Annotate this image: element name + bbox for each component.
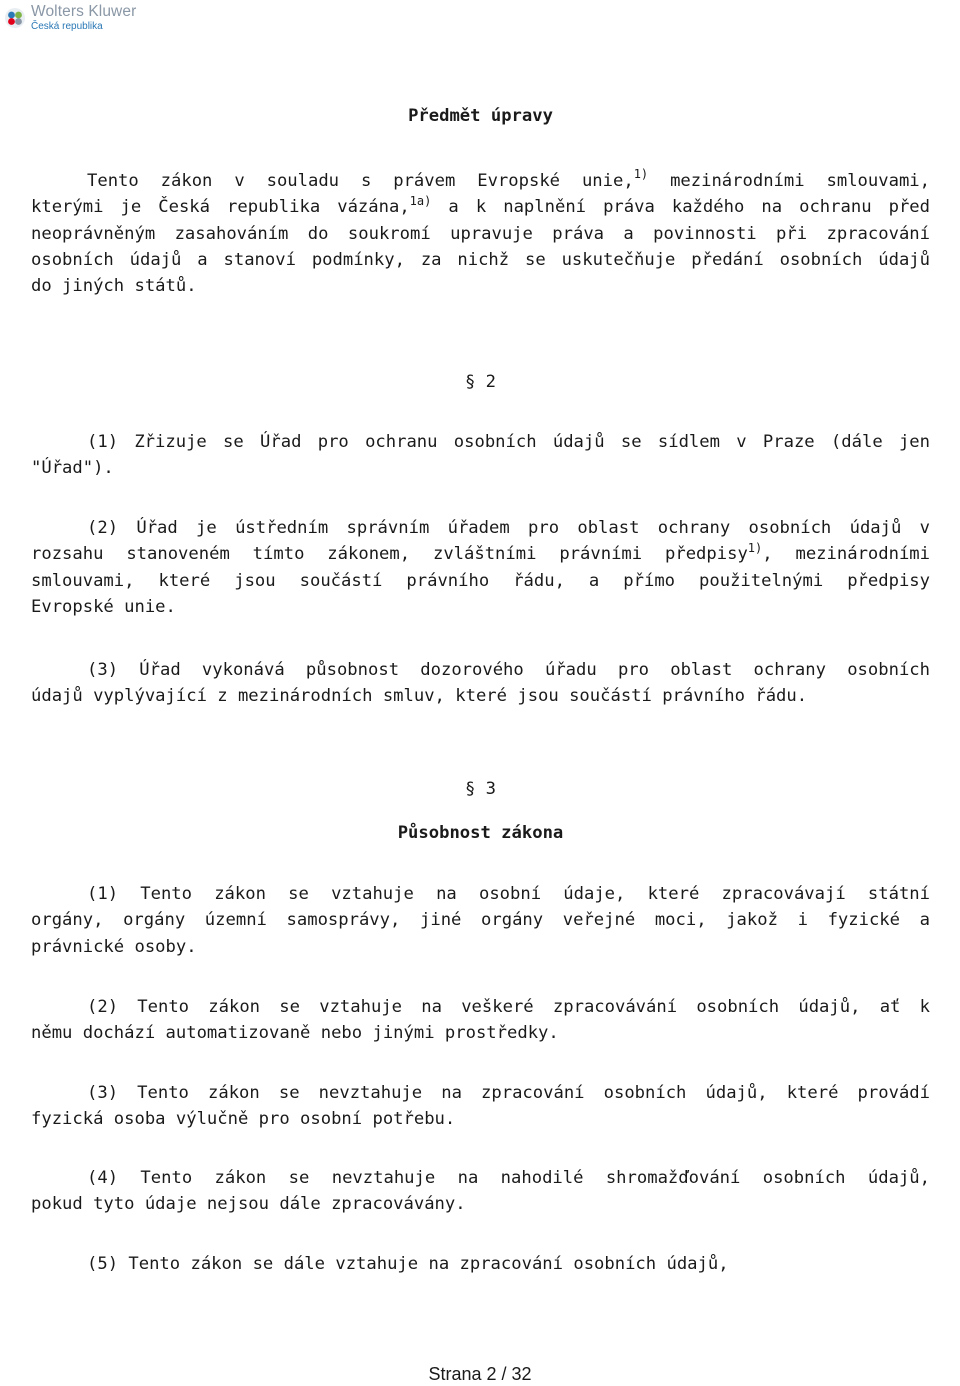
footnote-ref[interactable]: 1a): [409, 193, 432, 208]
text-line: Evropské unie.: [31, 596, 176, 617]
paragraph-2-3: [31, 657, 930, 710]
paragraph-3-3: [31, 1080, 930, 1133]
section-heading-pusobnost: Působnost zákona: [397, 823, 564, 843]
text-line: osobních údajů a stanoví podmínky, za nichž se uskutečňuje předání osobních údajů: [31, 249, 930, 270]
logo-brand-text: Wolters Kluwer: [31, 3, 137, 20]
section-mark-2: § 2: [464, 372, 497, 392]
section-heading-predmet: Předmět úpravy: [408, 106, 553, 126]
publisher-logo: [4, 4, 136, 32]
text-line: rozsahu stanoveném tímto zákonem, zvláštními právními předpisy$^{1)}$, mezinárodními: [31, 540, 931, 565]
page-number: Strana 2 / 32: [428, 1364, 532, 1384]
text-line: smlouvami, které jsou součástí právního řádu, a přímo použitelnými předpisy: [31, 570, 930, 591]
text-line: (2) Tento zákon se vztahuje na veškeré zpracovávání osobních údajů, ať k: [87, 997, 930, 1017]
text-line: fyzická osoba výlučně pro osobní potřebu.: [31, 1109, 456, 1130]
text-line: Tento zákon v souladu s právem Evropské unie,$^{1)}$ mezinárodními smlouvami,: [87, 167, 930, 191]
text-line: němu dochází automatizovaně nebo jinými prostředky.: [31, 1023, 559, 1044]
paragraph-2-2: [31, 515, 930, 620]
intro-paragraph: [31, 168, 930, 299]
text-line: neoprávněným zasahováním do soukromí upravuje práva a povinnosti při zpracování: [31, 223, 930, 244]
text-line: "Úřad").: [31, 458, 114, 479]
text-line: (1) Zřizuje se Úřad pro ochranu osobních údajů se sídlem v Praze (dále jen: [87, 432, 930, 452]
footnote-ref[interactable]: 1): [747, 540, 763, 555]
text-line: kterými je Česká republika vázána,$^{1a)}$ a k naplnění práva každého na ochranu před: [31, 193, 930, 218]
text-line: (2) Úřad je ústředním správním úřadem pro oblast ochrany osobních údajů v: [87, 518, 930, 538]
text-line: právnické osoby.: [31, 936, 197, 957]
text-line: (4) Tento zákon se nevztahuje na nahodilé shromažďování osobních údajů,: [87, 1168, 930, 1188]
text-line: (5) Tento zákon se dále vztahuje na zpracování osobních údajů,: [87, 1254, 729, 1274]
wolters-kluwer-logo-icon: [4, 7, 26, 29]
text-line: (3) Tento zákon se nevztahuje na zpracování osobních údajů, které provádí: [87, 1083, 930, 1103]
logo-subbrand-text: Česká republika: [31, 20, 103, 32]
section-mark-3: § 3: [464, 779, 497, 799]
paragraph-3-2: [31, 994, 930, 1047]
text-line: (1) Tento zákon se vztahuje na osobní údaje, které zpracovávají státní: [87, 884, 930, 904]
text-line: (3) Úřad vykonává působnost dozorového úřadu pro oblast ochrany osobních: [87, 660, 930, 680]
paragraph-3-1: [31, 881, 930, 960]
text-line: orgány, orgány územní samosprávy, jiné orgány veřejné moci, jakož i fyzické a: [31, 910, 930, 931]
text-line: pokud tyto údaje nejsou dále zpracovávány.: [31, 1194, 466, 1215]
paragraph-3-4: [31, 1165, 930, 1218]
text-line: údajů vyplývající z mezinárodních smluv, které jsou součástí právního řádu.: [31, 686, 808, 707]
text-line: do jiných států.: [31, 276, 197, 297]
paragraph-2-1: [31, 429, 930, 482]
footnote-ref[interactable]: 1): [633, 167, 649, 182]
paragraph-3-5: [31, 1251, 930, 1277]
